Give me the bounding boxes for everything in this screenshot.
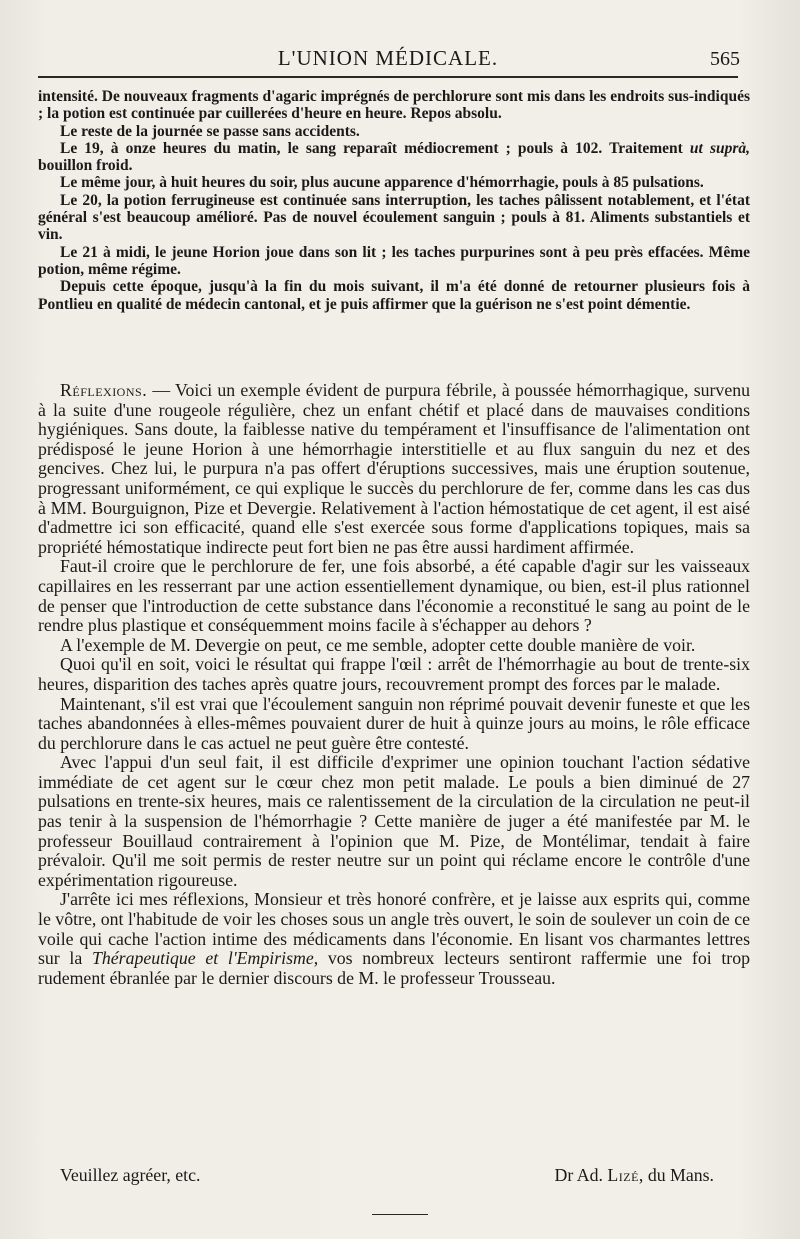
end-rule bbox=[372, 1214, 428, 1215]
report-paragraph: intensité. De nouveaux fragments d'agaric imprégnés de perchlorure sont mis dans les endroits sus-indiqués ; la potion est continuée par cuillerées d'heure en heure. Repos absolu. bbox=[38, 88, 750, 123]
final-paragraph-tail: , vos nombreux lecteurs sentiront raffermie une foi trop rudement ébranlée par le dernier discours de M. le professeur Trousseau. bbox=[38, 948, 750, 988]
signature-prefix: Dr Ad. bbox=[554, 1165, 608, 1185]
signoff bbox=[38, 1165, 714, 1189]
running-title: L'UNION MÉDICALE. bbox=[277, 46, 499, 70]
cited-work-title: Thérapeutique et l'Empirisme bbox=[91, 948, 314, 969]
final-paragraph-head: J'arrête ici mes réflexions, Monsieur et très honoré confrère, et je laisse aux esprits qui, comme le vôtre, ont l'habitude de voir les choses sous un angle très ouvert, le soin de soulever un coin de ce voile qui cache l'action intime des médicaments dans l'économie. En lisant vos charmantes lettres sur la bbox=[38, 889, 750, 969]
case-report bbox=[38, 88, 750, 313]
reflexions-heading: Réflexions. bbox=[60, 380, 148, 400]
report-paragraph-19 bbox=[38, 140, 750, 175]
essay-paragraph: A l'exemple de M. Devergie on peut, ce me semble, adopter cette double manière de voir. bbox=[60, 634, 696, 655]
report-paragraph: Le même jour, à huit heures du soir, plus aucune apparence d'hémorrhagie, pouls à 85 pulsations. bbox=[60, 174, 704, 192]
closing-formula: Veuillez agréer, etc. bbox=[60, 1165, 201, 1185]
signature bbox=[555, 1165, 714, 1186]
report-paragraph: Le 20, la potion ferrugineuse est continuée sans interruption, les taches pâlissent notablement, et l'état général s'est beaucoup amélioré. Pas de nouvel écoulement sanguin ; pouls à 81. Aliments substantiels et vin. bbox=[38, 191, 750, 244]
report-paragraph: Le 21 à midi, le jeune Horion joue dans son lit ; les taches purpurines sont à peu près effacées. Même potion, même régime. bbox=[38, 243, 750, 278]
report-paragraph: Depuis cette époque, jusqu'à la fin du mois suivant, il m'a été donné de retourner plusieurs fois à Pontlieu en qualité de médecin cantonal, et je puis affirmer que la guérison ne s'est point démentie. bbox=[38, 278, 750, 313]
essay-paragraph: Quoi qu'il en soit, voici le résultat qui frappe l'œil : arrêt de l'hémorrhagie au bout de trente-six heures, disparition des taches après quatre jours, recouvrement prompt des forces par le malade. bbox=[38, 654, 750, 694]
italic-reference: ut suprà, bbox=[689, 139, 750, 157]
report-paragraph-tail: bouillon froid. bbox=[38, 157, 133, 175]
essay-paragraph: Avec l'appui d'un seul fait, il est difficile d'exprimer une opinion touchant l'action sédative immédiate de cet agent sur le cœur chez mon petit malade. Le pouls a bien diminué de 27 pulsations en trente-six heures, mais ce ralentissement de la circulation de la circulation ne peut-il pas tenir à la suspension de l'hémorrhagie ? Cette manière de juger a été manifestée par M. le professeur Bouillaud contrairement à l'opinion que M. Pize, de Montélimar, tendait à faire prévaloir. Qu'il me soit permis de rester neutre sur un point qui réclame encore le contrôle d'une expérimentation rigoureuse. bbox=[38, 752, 750, 890]
signature-name: Lizé bbox=[607, 1165, 639, 1185]
reflexions-paragraph bbox=[38, 381, 750, 557]
header-rule bbox=[38, 76, 738, 78]
page-header bbox=[36, 46, 740, 72]
reflexions-body: — Voici un exemple évident de purpura fébrile, à poussée hémorrhagique, survenu à la suite d'une rougeole régulière, chez un enfant chétif et placé dans de mauvaises conditions hygiéniques. Sans doute, la faiblesse native du tempérament et l'insuffisance de l'alimentation ont prédisposé le jeune Horion à une hémorrhagie interstitielle et au flux sanguin du nez et des gencives. Chez lui, le purpura n'a pas offert d'éruptions successives, mais une éruption soutenue, progressant uniformément, ce qui explique le succès du perchlorure de fer, comme dans les cas dus à MM. Bourguignon, Pize et Devergie. Relativement à l'action hémostatique de cet agent, il est aisé d'admettre ici son efficacité, quand elle s'est exercée sous forme d'applications topiques, mais sa propriété hémostatique indirecte peut fort bien ne pas être aussi hardiment affirmée. bbox=[38, 380, 750, 557]
essay-paragraph: Faut-il croire que le perchlorure de fer, une fois absorbé, a été capable d'agir sur les vaisseaux capillaires en les resserrant par une action essentiellement dynamique, ou bien, est-il plus rationnel de penser que l'introduction de cette substance dans l'économie a reconstitué le sang au point de le rendre plus plastique et conséquemment moins facile à s'échapper au dehors ? bbox=[38, 556, 750, 636]
report-paragraph: Le reste de la journée se passe sans accidents. bbox=[60, 122, 360, 140]
signature-suffix: , du Mans. bbox=[638, 1165, 714, 1185]
page-number: 565 bbox=[710, 48, 740, 70]
final-paragraph bbox=[38, 890, 750, 988]
report-paragraph-text: Le 19, à onze heures du matin, le sang reparaît médiocrement ; pouls à 102. Traitement bbox=[60, 139, 683, 157]
essay-paragraph: Maintenant, s'il est vrai que l'écoulement sanguin non réprimé pouvait devenir funeste et que les taches abandonnées à elles-mêmes pouvaient durer de huit à quinze jours au moins, le rôle efficace du perchlorure dans le cas actuel ne peut guère être contesté. bbox=[38, 693, 750, 753]
reflections-section bbox=[38, 381, 750, 988]
